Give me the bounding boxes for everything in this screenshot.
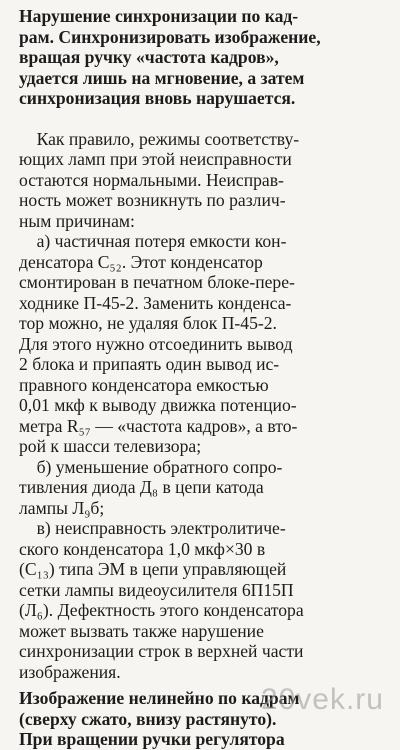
intro-line: ность может возникнуть по различ- <box>19 190 286 210</box>
cause-a-line: 2 блока и припаять один вывод ис- <box>19 354 280 374</box>
cause-a-line: правного конденсатора емкостью <box>19 374 269 395</box>
cause-c-line: синхронизации строк в верхней части <box>19 641 304 661</box>
cause-a-paragraph <box>19 231 386 457</box>
cause-c-line: может вызвать также нарушение <box>19 620 264 641</box>
closing-line: При вращении ручки регулятора <box>19 729 285 749</box>
cause-a-line: 0,01 мкф к выводу движка потенцио- <box>19 395 297 415</box>
cause-a-line: рой к шасси телевизора; <box>19 436 202 456</box>
intro-paragraph <box>19 129 386 232</box>
watermark: 20vek.ru <box>260 683 384 716</box>
closing-line: Изображение нелинейно по кадрам <box>19 688 300 708</box>
heading-line: удается лишь на мгновение, а затем <box>19 67 305 88</box>
cause-a-line: ходнике П-45-2. Заменить конденса- <box>19 292 292 313</box>
heading-line: вращая ручку «частота кадров», <box>19 47 279 67</box>
cause-b-line: тивления диода Д₈ в цепи катода <box>19 477 264 497</box>
cause-a-line: тор можно, не удаляя блок П-45-2. <box>19 313 277 333</box>
closing-line: (сверху сжато, внизу растянуто). <box>19 708 277 729</box>
cause-c-line: (Л₆). Дефектность этого конденсатора <box>19 600 304 620</box>
intro-line: остаются нормальными. Неисправ- <box>19 169 284 190</box>
heading-paragraph <box>19 6 386 109</box>
heading-line: синхронизация вновь нарушается. <box>19 88 296 108</box>
cause-a-line: метра R₅₇ — «частота кадров», а вто- <box>19 415 298 436</box>
cause-a-line: а) частичная потеря емкости кон- <box>19 231 287 251</box>
cause-a-line: смонтирован в печатном блоке-пере- <box>19 272 295 292</box>
cause-b-paragraph <box>19 457 386 519</box>
intro-line: ющих ламп при этой неисправности <box>19 149 292 169</box>
cause-b-line: б) уменьшение обратного сопро- <box>19 456 283 477</box>
heading-line: рам. Синхронизировать изображение, <box>19 26 321 47</box>
cause-c-paragraph <box>19 518 386 682</box>
cause-c-line: ского конденсатора 1,0 мкф×30 в <box>19 538 266 559</box>
intro-line: ным причинам: <box>19 210 135 231</box>
cause-b-line: лампы Л₉б; <box>19 497 105 518</box>
cause-a-line: Для этого нужно отсоединить вывод <box>19 333 293 354</box>
cause-c-line: сетки лампы видеоусилителя 6П15П <box>19 579 294 600</box>
intro-line: Как правило, режимы соответству- <box>19 128 300 149</box>
cause-c-line: в) неисправность электролитиче- <box>19 518 286 538</box>
cause-c-line: (С₁₃) типа ЭМ в цепи управляющей <box>19 559 287 579</box>
cause-c-line: изображения. <box>19 661 121 682</box>
cause-a-line: денсатора С₅₂. Этот конденсатор <box>19 251 263 272</box>
heading-line: Нарушение синхронизации по кад- <box>19 6 299 26</box>
